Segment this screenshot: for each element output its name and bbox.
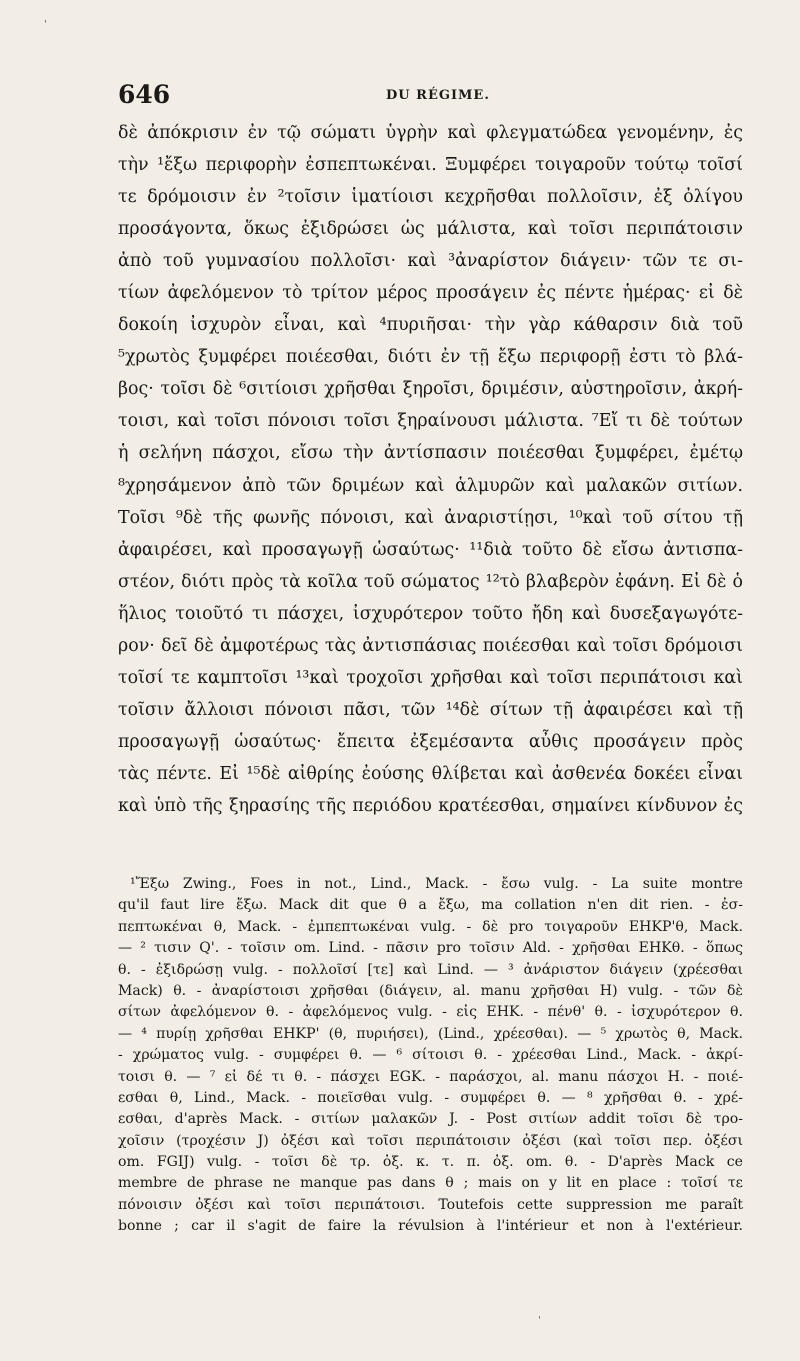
footnote-line: — ² τισιν Q'. - τοῖσιν om. Lind. - πᾶσιν pro τοῖσιν Ald. - χρῆσθαι EHKθ. - ὅπως [118, 940, 743, 957]
text-line: τὰς πέντε. Εἰ ¹⁵δὲ αἰθρίης ἐούσης θλίβεται καὶ ἀσθενέα δοκέει εἶναι [118, 763, 743, 784]
text-line: προσαγωγῇ ὡσαύτως· ἔπειτα ἐξεμέσαντα αὖθις προσάγειν πρὸς [118, 731, 743, 752]
text-line: Τοῖσι ⁹δὲ τῆς φωνῆς πόνοισι, καὶ ἀναριστίῃσι, ¹⁰καὶ τοῦ σίτου τῇ [118, 507, 743, 528]
text-line: τοισι, καὶ τοῖσι πόνοισι τοῖσι ξηραίνουσι μάλιστα. ⁷Εἴ τι δὲ τούτων [118, 411, 743, 432]
footnote-line: qu'il faut lire ἔξω. Mack dit que θ a ἔξω, ma collation n'en dit rien. - ἐσ- [118, 897, 743, 914]
text-line: ἥλιος τοιοῦτό τι πάσχει, ἰσχυρότερον τοῦτο ἤδη καὶ δυσεξαγωγότε- [118, 603, 743, 624]
footnote-line: — ⁴ πυρίῃ χρῆσθαι EHKP' (θ, πυριήσει), (Lind., χρέεσθαι). — ⁵ χρωτὸς θ, Mack. [118, 1025, 743, 1042]
footnote-line: εσθαι, d'après Mack. - σιτίων μαλακῶν J. - Post σιτίων addit τοῖσι δὲ τρο- [118, 1111, 743, 1128]
text-line: τίων ἀφελόμενον τὸ τρίτον μέρος προσάγειν ἐς πέντε ἡμέρας· εἰ δὲ [118, 283, 743, 304]
footnote-line: Mack) θ. - ἀναρίστοισι χρῆσθαι (διάγειν, al. manu χρῆσθαι H) vulg. - τῶν δὲ [118, 982, 743, 999]
footnote-line: τοισι θ. — ⁷ εἰ δέ τι θ. - πάσχει EGK. - παράσχοι, al. manu πάσχοι H. - ποιέ- [118, 1068, 743, 1085]
text-line: ἀφαιρέσει, καὶ προσαγωγῇ ὡσαύτως· ¹¹διὰ τοῦτο δὲ εἴσω ἀντισπα- [118, 539, 743, 560]
footnote-line: membre de phrase ne manque pas dans θ ; mais on y lit en place : τοῖσί τε [118, 1175, 743, 1192]
text-line: δὲ ἀπόκρισιν ἐν τῷ σώματι ὑγρὴν καὶ φλεγματώδεα γενομένην, ἐς [118, 123, 743, 143]
footnote-line: χοῖσιν (τροχέσιν J) ὀξέσι καὶ τοῖσι περιπάτοισιν ὀξέσι (καὶ τοῖσι περ. ὀξέσι [118, 1132, 743, 1149]
footnotes [118, 874, 743, 1238]
page-number: 646 [118, 80, 171, 109]
text-line: ρον· δεῖ δὲ ἀμφοτέρως τὰς ἀντισπάσιας ποιέεσθαι καὶ τοῖσι δρόμοισι [118, 635, 743, 656]
text-line: ἡ σελήνη πάσχοι, εἴσω τὴν ἀντίσπασιν ποιέεσθαι ξυμφέρει, ἐμέτῳ [118, 443, 743, 464]
page-header [118, 80, 743, 110]
footnote-line: om. FGIJ) vulg. - τοῖσι δὲ τρ. ὀξ. κ. τ. π. ὀξ. om. θ. - D'après Mack ce [118, 1154, 743, 1171]
text-line: προσάγοντα, ὅκως ἐξιδρώσει ὡς μάλιστα, καὶ τοῖσι περιπάτοισιν [118, 219, 743, 240]
text-line: δοκοίη ἰσχυρὸν εἶναι, καὶ ⁴πυριῆσαι· τὴν γὰρ κάθαρσιν διὰ τοῦ [118, 315, 743, 336]
ink-speck: ˈ [44, 20, 47, 31]
text-line: ⁸χρησάμενον ἀπὸ τῶν δριμέων καὶ ἁλμυρῶν καὶ μαλακῶν σιτίων. [118, 475, 743, 496]
text-line: τοῖσιν ἄλλοισι πόνοισι πᾶσι, τῶν ¹⁴δὲ σίτων τῇ ἀφαιρέσει καὶ τῇ [118, 699, 743, 720]
text-line: στέον, διότι πρὸς τὰ κοῖλα τοῦ σώματος ¹²τὸ βλαβερὸν ἐφάνη. Εἰ δὲ ὁ [118, 571, 743, 592]
text-line: τε δρόμοισιν ἐν ²τοῖσιν ἱματίοισι κεχρῆσθαι πολλοῖσιν, ἐξ ὀλίγου [118, 187, 743, 208]
text-line: καὶ ὑπὸ τῆς ξηρασίης τῆς περιόδου κρατέεσθαι, σημαίνει κίνδυνον ἐς [118, 795, 743, 816]
footnote-line: ¹Ἔξω Zwing., Foes in not., Lind., Mack. - ἔσω vulg. - La suite montre [130, 876, 743, 892]
footnote-line: bonne ; car il s'agit de faire la révulsion à l'intérieur et non à l'extérieur. [118, 1218, 743, 1235]
greek-body-text [118, 117, 743, 822]
footnote-line: - χρώματος vulg. - συμφέρει θ. — ⁶ σίτοισι θ. - χρέεσθαι Lind., Mack. - ἀκρί- [118, 1047, 743, 1064]
text-line: βος· τοῖσι δὲ ⁶σιτίοισι χρῆσθαι ξηροῖσι, δριμέσιν, αὐστηροῖσιν, ἀκρή- [118, 379, 743, 400]
footnote-line: θ. - ἐξιδρώσῃ vulg. - πολλοῖσί [τε] καὶ Lind. — ³ ἀνάριστον διάγειν (χρέεσθαι [118, 961, 743, 978]
text-line: τὴν ¹ἔξω περιφορὴν ἐσπεπτωκέναι. Ξυμφέρει τοιγαροῦν τούτῳ τοῖσί [118, 155, 743, 176]
text-line: τοῖσί τε καμπτοῖσι ¹³καὶ τροχοῖσι χρῆσθαι καὶ τοῖσι περιπάτοισι καὶ [118, 667, 743, 688]
running-head: DU RÉGIME. [386, 88, 490, 103]
ink-speck: ˈ [538, 1316, 541, 1327]
footnote-line: εσθαι θ, Lind., Mack. - ποιεῖσθαι vulg. - συμφέρει θ. — ⁸ χρῆσθαι θ. - χρέ- [118, 1089, 743, 1106]
footnote-line: πεπτωκέναι θ, Mack. - ἐμπεπτωκέναι vulg. - δὲ pro τοιγαροῦν EHKP'θ, Mack. [118, 918, 743, 935]
text-line: ἀπὸ τοῦ γυμνασίου πολλοῖσι· καὶ ³ἀναρίστον διάγειν· τῶν τε σι- [118, 251, 743, 272]
footnote-line: πόνοισιν ὀξέσι καὶ τοῖσι περιπάτοισι. Toutefois cette suppression me paraît [118, 1196, 743, 1213]
footnote-line: σίτων ἀφελόμενον θ. - ἀφελόμενος vulg. - εἰς EHK. - πένθ' θ. - ἰσχυρότερον θ. [118, 1004, 743, 1021]
text-line: ⁵χρωτὸς ξυμφέρει ποιέεσθαι, διότι ἐν τῇ ἔξω περιφορῇ ἐστι τὸ βλά- [118, 347, 743, 368]
